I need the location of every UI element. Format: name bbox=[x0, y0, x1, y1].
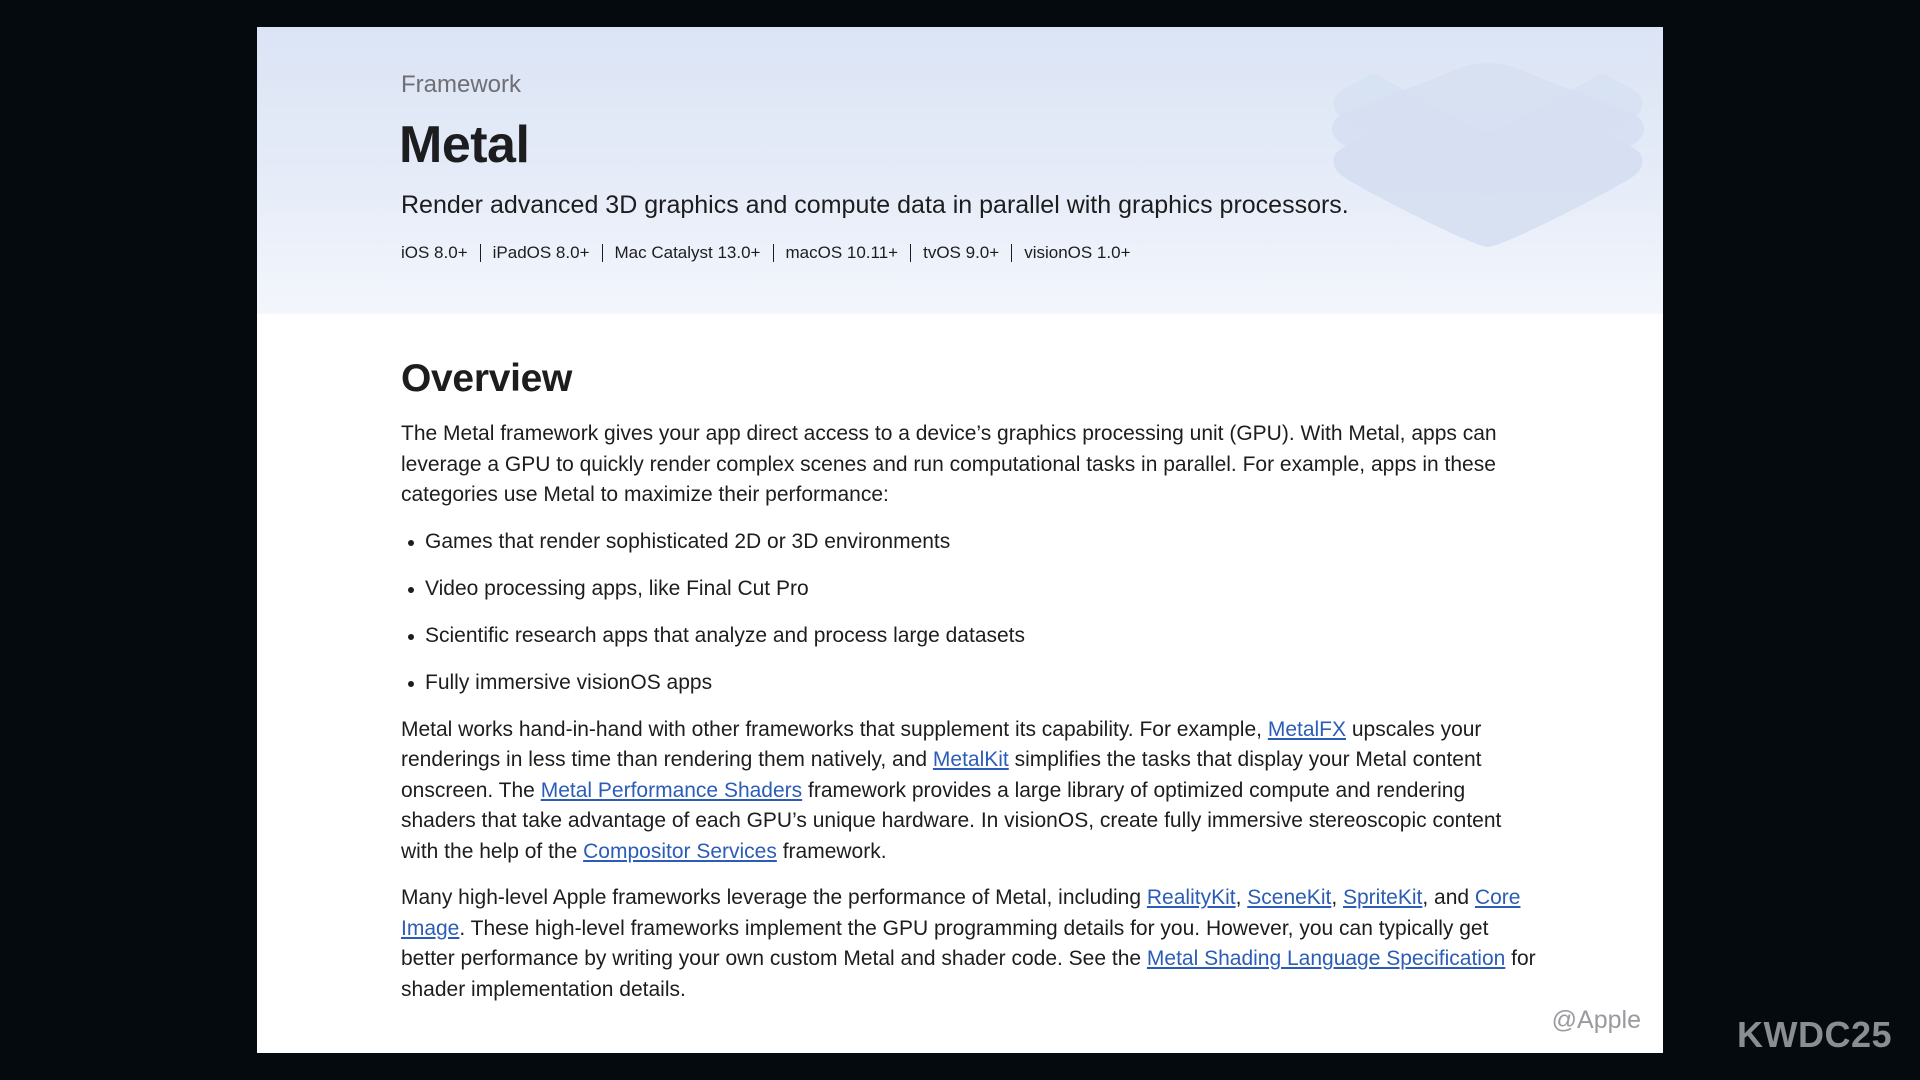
text-run: framework. bbox=[776, 839, 887, 863]
documentation-slide bbox=[257, 27, 1663, 1053]
compositor-services-link[interactable]: Compositor Services bbox=[583, 839, 777, 863]
text-run: . These high-level frameworks implement the GPU programming details for you. However, you can typically get better performance by writing your own custom Metal and shader code. See the bbox=[401, 916, 1489, 970]
platform-divider bbox=[910, 244, 911, 262]
platform-tvos: tvOS 9.0+ bbox=[923, 243, 1000, 262]
realitykit-link[interactable]: RealityKit bbox=[1146, 886, 1236, 909]
image-credit: @Apple bbox=[1551, 1006, 1641, 1034]
text-run: , bbox=[1331, 886, 1343, 909]
core-image-link[interactable]: Core Image bbox=[401, 886, 1521, 940]
text-run: upscales your renderings in less time than rendering them natively, and bbox=[401, 717, 1482, 771]
platform-macos: macOS 10.11+ bbox=[785, 243, 899, 262]
hero-header bbox=[257, 27, 1663, 314]
use-case-list bbox=[401, 527, 1541, 698]
page-abstract: Render advanced 3D graphics and compute data in parallel with graphics processors. bbox=[401, 191, 1349, 219]
platform-availability bbox=[401, 243, 1131, 263]
platform-divider bbox=[773, 244, 774, 262]
text-run: framework provides a large library of optimized compute and rendering shaders that take advantage of each GPU’s unique hardware. In visionOS, create fully immersive stereoscopic content with the help of the bbox=[401, 778, 1502, 863]
platform-ipados: iPadOS 8.0+ bbox=[492, 243, 590, 262]
text-run: Many high-level Apple frameworks leverage the performance of Metal, including bbox=[401, 886, 1147, 909]
platform-divider bbox=[602, 244, 603, 262]
spritekit-link[interactable]: SpriteKit bbox=[1343, 886, 1423, 909]
page-title: Metal bbox=[399, 116, 530, 174]
text-run: simplifies the tasks that display your Metal content onscreen. The bbox=[401, 748, 1482, 802]
overview-heading: Overview bbox=[401, 357, 573, 400]
metalkit-link[interactable]: MetalKit bbox=[932, 748, 1009, 771]
list-item: Video processing apps, like Final Cut Pro bbox=[401, 574, 1541, 604]
platform-divider bbox=[1011, 244, 1012, 262]
platform-divider bbox=[480, 244, 481, 262]
metal-performance-shaders-link[interactable]: Metal Performance Shaders bbox=[540, 778, 803, 802]
metal-shading-language-spec-link[interactable]: Metal Shading Language Specification bbox=[1146, 947, 1506, 970]
frameworks-paragraph bbox=[401, 715, 1541, 868]
event-watermark: KWDC25 bbox=[1736, 1014, 1892, 1055]
text-run: Metal works hand-in-hand with other frameworks that supplement its capability. For example, bbox=[401, 717, 1268, 741]
text-run: for shader implementation details. bbox=[401, 947, 1536, 1001]
overview-section bbox=[401, 357, 1541, 1021]
framework-eyebrow: Framework bbox=[401, 71, 522, 98]
platform-mac-catalyst: Mac Catalyst 13.0+ bbox=[614, 243, 761, 262]
platform-ios: iOS 8.0+ bbox=[401, 243, 468, 262]
platform-visionos: visionOS 1.0+ bbox=[1024, 243, 1131, 262]
scenekit-link[interactable]: SceneKit bbox=[1247, 886, 1332, 909]
overview-intro: The Metal framework gives your app direct access to a device’s graphics processing unit (GPU). With Metal, apps can leverage a GPU to quickly render complex scenes and run computational tasks in parallel. For example, apps in these categories use Metal to maximize their performance: bbox=[401, 422, 1497, 506]
stacked-layers-icon bbox=[1323, 37, 1653, 314]
list-item: Fully immersive visionOS apps bbox=[401, 668, 1541, 698]
text-run: , and bbox=[1422, 886, 1475, 909]
metalfx-link[interactable]: MetalFX bbox=[1267, 717, 1347, 741]
high-level-frameworks-paragraph bbox=[401, 883, 1541, 1005]
list-item: Scientific research apps that analyze and process large datasets bbox=[401, 621, 1541, 651]
text-run: , bbox=[1235, 886, 1248, 909]
list-item: Games that render sophisticated 2D or 3D environments bbox=[401, 527, 1541, 557]
